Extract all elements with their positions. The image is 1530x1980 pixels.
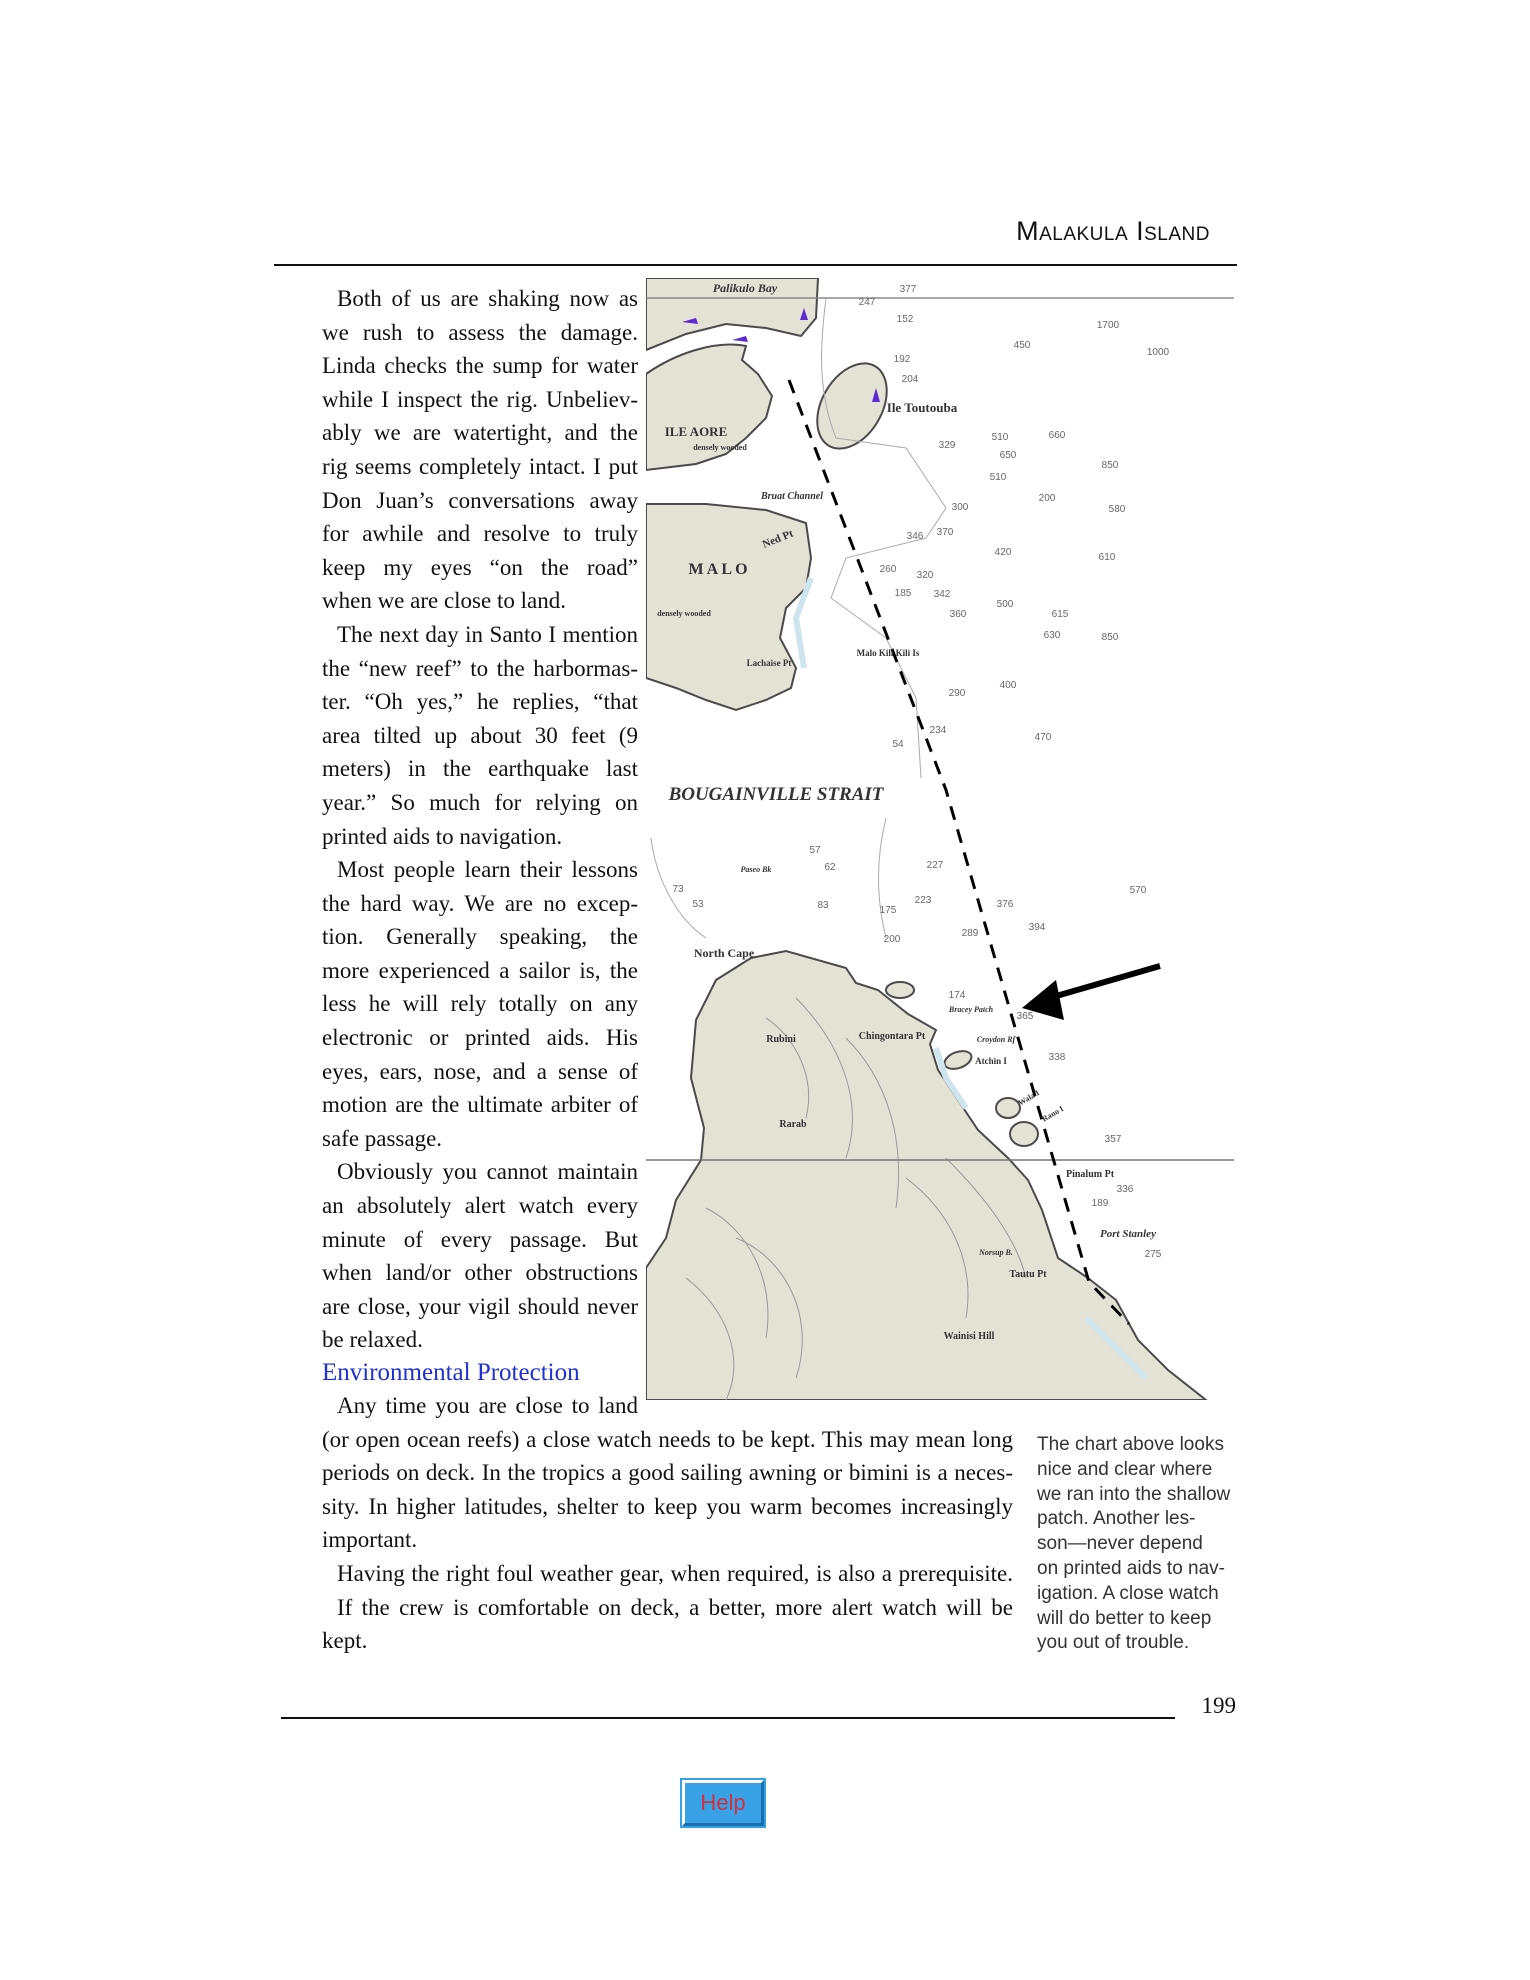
depth-sounding: 338 xyxy=(1048,1052,1066,1063)
nautical-chart xyxy=(646,278,1234,1400)
text-line: an absolutely alert watch every xyxy=(322,1193,638,1219)
arrow-icon xyxy=(1022,966,1160,1020)
depth-sounding: 290 xyxy=(948,688,966,699)
depth-sounding: 470 xyxy=(1034,732,1052,743)
map-label: Palikulo Bay xyxy=(712,281,778,295)
text-line: Obviously you cannot maintain xyxy=(337,1159,638,1185)
text-line: Having the right foul weather gear, when required, is also a prerequisite. xyxy=(337,1560,1013,1586)
depth-sounding: 650 xyxy=(999,450,1017,461)
atchin-island xyxy=(942,1048,974,1073)
malakula-land xyxy=(646,951,1206,1400)
depth-sounding: 342 xyxy=(933,589,951,600)
vao-island xyxy=(886,982,914,998)
depth-sounding: 174 xyxy=(948,990,966,1001)
depth-sounding: 54 xyxy=(892,739,904,750)
text-line: while I inspect the rig. Unbeliev- xyxy=(322,386,638,412)
text-line: printed aids to navigation. xyxy=(322,823,563,849)
depth-sounding: 1000 xyxy=(1146,347,1170,358)
text-line: more experienced a sailor is, the xyxy=(322,957,638,983)
depth-sounding: 189 xyxy=(1091,1198,1109,1209)
text-line: Don Juan’s conversations away xyxy=(322,487,638,513)
depth-sounding: 83 xyxy=(817,900,829,911)
caption-line: we ran into the shallow xyxy=(1037,1483,1231,1505)
text-line: Any time you are close to land xyxy=(337,1393,638,1418)
rano-island xyxy=(1010,1122,1038,1146)
depth-sounding: 630 xyxy=(1043,630,1061,641)
text-line: periods on deck. In the tropics a good sailing awning or bimini is a neces- xyxy=(322,1460,1013,1486)
map-label: Rano I xyxy=(1040,1104,1066,1124)
depth-sounding: 660 xyxy=(1048,430,1066,441)
depth-sounding: 234 xyxy=(929,725,947,736)
map-label: Chingontara Pt xyxy=(858,1031,926,1042)
text-line: Linda checks the sump for water xyxy=(322,353,638,379)
caption-line: nice and clear where xyxy=(1037,1458,1213,1480)
map-label: Croydon Rf xyxy=(976,1035,1016,1044)
text-line: meters) in the earthquake last xyxy=(322,756,638,782)
depth-sounding: 500 xyxy=(996,599,1014,610)
text-line: for awhile and resolve to truly xyxy=(322,521,638,547)
depth-sounding: 223 xyxy=(914,895,932,906)
depth-sounding: 850 xyxy=(1101,632,1119,643)
text-line: the “new reef” to the harbormas- xyxy=(322,655,638,681)
depth-sounding: 73 xyxy=(672,884,684,895)
depth-sounding: 357 xyxy=(1104,1134,1122,1145)
header-rule xyxy=(274,264,1237,266)
depth-sounding: 289 xyxy=(961,928,979,939)
caption-line: The chart above looks xyxy=(1037,1434,1224,1455)
depth-sounding: 850 xyxy=(1101,460,1119,471)
depth-sounding: 192 xyxy=(893,354,911,365)
depth-sounding: 200 xyxy=(1038,493,1056,504)
depth-sounding: 1700 xyxy=(1096,320,1120,331)
text-line: important. xyxy=(322,1527,418,1553)
map-label: Tautu Pt xyxy=(1009,1269,1047,1280)
depth-sounding: 62 xyxy=(824,862,836,873)
map-label: M A L O xyxy=(688,561,748,578)
depth-sounding: 300 xyxy=(951,502,969,513)
map-label: North Cape xyxy=(693,946,755,960)
text-line: ter. “Oh yes,” he replies, “that xyxy=(322,689,638,715)
depth-sounding: 260 xyxy=(879,564,897,575)
map-label: Wala I xyxy=(1016,1088,1041,1108)
map-label: densely wooded xyxy=(693,443,747,452)
depth-sounding: 450 xyxy=(1013,340,1031,351)
depth-sounding: 370 xyxy=(936,527,954,538)
depth-sounding: 394 xyxy=(1028,922,1046,933)
text-line: minute of every passage. But xyxy=(322,1226,638,1252)
section-heading: Environmental Protection xyxy=(322,1359,580,1386)
text-line: year.” So much for relying on xyxy=(322,789,638,815)
depth-sounding: 400 xyxy=(999,680,1017,691)
depth-sounding: 200 xyxy=(883,934,901,945)
text-line: sity. In higher latitudes, shelter to keep you warm becomes increasingly xyxy=(322,1493,1013,1519)
text-line: when land/or other obstructions xyxy=(322,1260,638,1286)
text-line: kept. xyxy=(322,1628,368,1654)
depth-sounding: 204 xyxy=(901,374,919,385)
map-label: Norsup B. xyxy=(979,1248,1013,1257)
text-line: are close, your vigil should never xyxy=(322,1293,638,1319)
map-label: Malo Kili Kili Is xyxy=(856,648,920,658)
depth-sounding: 53 xyxy=(692,899,704,910)
depth-sounding: 320 xyxy=(916,570,934,581)
depth-sounding: 227 xyxy=(926,860,944,871)
footer-rule xyxy=(281,1717,1175,1719)
depth-sounding: 336 xyxy=(1116,1184,1134,1195)
depth-sounding: 247 xyxy=(858,297,876,308)
text-line: (or open ocean reefs) a close watch needs to be kept. This may mean long xyxy=(322,1426,1013,1452)
depth-sounding: 510 xyxy=(991,432,1009,443)
running-header: Malakula Island xyxy=(1016,216,1210,246)
depth-sounding: 360 xyxy=(949,609,967,620)
text-line: when we are close to land. xyxy=(322,588,566,614)
depth-sounding: 175 xyxy=(879,905,897,916)
map-label: Ned Pt xyxy=(760,527,795,551)
text-line: Both of us are shaking now as xyxy=(337,286,638,311)
depth-sounding: 376 xyxy=(996,899,1014,910)
figure-caption xyxy=(1037,1433,1242,1656)
map-label: Atchin I xyxy=(975,1056,1007,1066)
text-line: keep my eyes “on the road” xyxy=(322,554,638,580)
map-label: Bracey Patch xyxy=(948,1005,994,1014)
map-label: Pinalum Pt xyxy=(1065,1169,1115,1180)
map-label: Wainisi Hill xyxy=(943,1331,995,1342)
map-label: Paseo Bk xyxy=(740,865,772,874)
map-label: Ile Toutouba xyxy=(886,400,958,415)
caption-line: igation. A close watch xyxy=(1037,1582,1219,1604)
depth-sounding: 185 xyxy=(894,588,912,599)
text-line: the hard way. We are no excep- xyxy=(322,890,638,916)
depth-sounding: 420 xyxy=(994,547,1012,558)
map-label: Port Stanley xyxy=(1100,1228,1156,1240)
caption-line: you out of trouble. xyxy=(1037,1632,1190,1654)
caption-line: will do better to keep xyxy=(1037,1607,1212,1629)
depth-sounding: 57 xyxy=(809,845,821,856)
text-line: tion. Generally speaking, the xyxy=(322,924,638,950)
caption-line: son—never depend xyxy=(1037,1533,1203,1555)
map-label: BOUGAINVILLE STRAIT xyxy=(668,784,884,805)
text-line: less he will rely totally on any xyxy=(322,991,638,1017)
caption-line: on printed aids to nav- xyxy=(1037,1557,1226,1579)
depth-sounding: 570 xyxy=(1129,885,1147,896)
map-label: Rarab xyxy=(779,1119,807,1130)
caption-line: patch. Another les- xyxy=(1037,1508,1196,1530)
depth-sounding: 365 xyxy=(1016,1011,1034,1022)
text-line: safe passage. xyxy=(322,1125,443,1151)
text-line: eyes, ears, nose, and a sense of xyxy=(322,1058,638,1084)
text-line: If the crew is comfortable on deck, a better, more alert watch will be xyxy=(337,1594,1013,1620)
text-line: The next day in Santo I mention xyxy=(337,621,638,647)
depth-sounding: 329 xyxy=(938,440,956,451)
map-label: Bruat Channel xyxy=(761,491,823,502)
page-number: 199 xyxy=(1201,1693,1236,1718)
depth-sounding: 346 xyxy=(906,531,924,542)
depth-sounding: 610 xyxy=(1098,552,1116,563)
map-label: densely wooded xyxy=(657,609,711,618)
text-line: be relaxed. xyxy=(322,1327,423,1353)
depth-sounding: 275 xyxy=(1144,1249,1162,1260)
text-line: motion are the ultimate arbiter of xyxy=(322,1092,638,1118)
text-line: area tilted up about 30 feet (9 xyxy=(322,722,638,748)
map-label: ILE AORE xyxy=(664,424,728,439)
depth-sounding: 510 xyxy=(989,472,1007,483)
depth-sounding: 377 xyxy=(899,284,917,295)
depth-sounding: 580 xyxy=(1108,504,1126,515)
help-button[interactable]: Help xyxy=(682,1780,764,1826)
text-line: rig seems completely intact. I put xyxy=(322,453,638,479)
text-line: electronic or printed aids. His xyxy=(322,1025,638,1051)
map-label: Lachaise Pt xyxy=(746,658,792,668)
text-line: Most people learn their lessons xyxy=(337,857,638,883)
map-label: Rubini xyxy=(766,1034,796,1045)
depth-sounding: 615 xyxy=(1051,609,1069,620)
depth-sounding: 152 xyxy=(896,314,914,325)
text-line: ably we are watertight, and the xyxy=(322,420,638,446)
text-line: we rush to assess the damage. xyxy=(322,319,638,345)
